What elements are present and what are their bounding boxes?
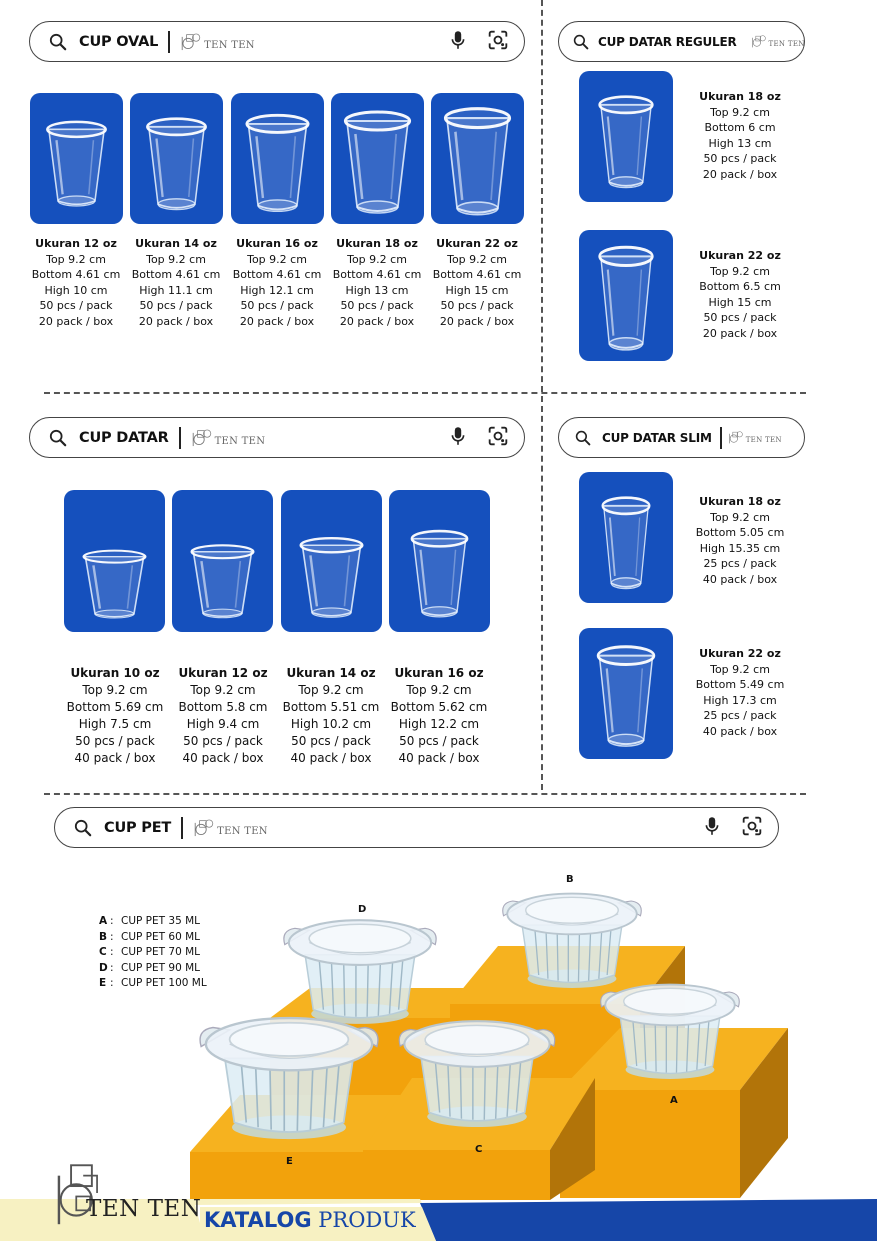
product-photo	[331, 93, 424, 224]
search-icon[interactable]	[73, 818, 93, 838]
footer-title: KATALOG PRODUK	[204, 1208, 416, 1232]
product-spec: Ukuran 18 oz Top 9.2 cm Bottom 4.61 cm High 13 cm 50 pcs / pack 20 pack / box	[332, 237, 422, 328]
product-spec: Ukuran 22 oz Top 9.2 cm Bottom 4.61 cm High 15 cm 50 pcs / pack 20 pack / box	[432, 237, 522, 328]
divider-vertical	[541, 0, 543, 392]
product-photo	[579, 628, 673, 759]
section-title: CUP DATAR SLIM	[602, 430, 712, 445]
product-photo	[172, 490, 273, 632]
product-spec: Ukuran 10 oz Top 9.2 cm Bottom 5.69 cm High 7.5 cm 50 pcs / pack 40 pack / box	[66, 666, 164, 765]
search-icon[interactable]	[48, 32, 68, 52]
podium-label-d: D	[358, 904, 367, 915]
camera-search-icon[interactable]	[488, 426, 508, 450]
brand-logo: TEN TEN	[193, 818, 268, 838]
microphone-icon[interactable]	[450, 30, 466, 54]
product-photo	[64, 490, 165, 632]
product-photo	[431, 93, 524, 224]
podium-label-b: B	[566, 874, 574, 885]
separator	[179, 427, 181, 449]
product-spec: Ukuran 12 oz Top 9.2 cm Bottom 4.61 cm High 10 cm 50 pcs / pack 20 pack / box	[31, 237, 121, 328]
product-photo	[30, 93, 123, 224]
microphone-icon[interactable]	[450, 426, 466, 450]
section-title: CUP OVAL	[79, 33, 159, 50]
legend-row: D : CUP PET 90 ML	[99, 961, 201, 974]
product-photo	[130, 93, 223, 224]
separator	[720, 427, 722, 449]
legend-row: E : CUP PET 100 ML	[99, 977, 207, 989]
product-photo	[231, 93, 324, 224]
product-spec: Ukuran 16 oz Top 9.2 cm Bottom 5.62 cm High 12.2 cm 50 pcs / pack 40 pack / box	[390, 666, 488, 765]
podium-label-c: C	[475, 1144, 483, 1155]
product-spec: Ukuran 22 oz Top 9.2 cm Bottom 6.5 cm High 15 cm 50 pcs / pack 20 pack / box	[699, 249, 781, 340]
search-bar-cup-datar-slim[interactable]	[558, 417, 805, 458]
section-title: CUP DATAR	[79, 429, 169, 446]
brand-name: TEN TEN	[86, 1196, 202, 1222]
product-photo	[579, 472, 673, 603]
brand-logo: TEN TEN	[751, 34, 805, 49]
podium-label-a: A	[670, 1095, 678, 1106]
divider-horizontal	[44, 793, 806, 795]
section-title: CUP DATAR REGULER	[598, 34, 737, 49]
product-spec: Ukuran 18 oz Top 9.2 cm Bottom 5.05 cm High 15.35 cm 25 pcs / pack 40 pack / box	[695, 495, 785, 586]
separator	[181, 817, 183, 839]
camera-search-icon[interactable]	[742, 816, 762, 840]
search-bar-cup-oval[interactable]	[29, 21, 525, 62]
product-photo	[281, 490, 382, 632]
legend-row: A : CUP PET 35 ML	[99, 915, 201, 927]
product-spec: Ukuran 18 oz Top 9.2 cm Bottom 6 cm High 13 cm 50 pcs / pack 20 pack / box	[699, 90, 781, 181]
product-spec: Ukuran 22 oz Top 9.2 cm Bottom 5.49 cm High 17.3 cm 25 pcs / pack 40 pack / box	[695, 647, 785, 738]
product-spec: Ukuran 14 oz Top 9.2 cm Bottom 4.61 cm High 11.1 cm 50 pcs / pack 20 pack / box	[131, 237, 221, 328]
divider-vertical	[541, 396, 543, 790]
camera-search-icon[interactable]	[488, 30, 508, 54]
podium-illustration	[180, 870, 800, 1200]
separator	[168, 31, 170, 53]
divider-horizontal	[44, 392, 806, 394]
search-icon[interactable]	[573, 32, 589, 52]
brand-logo: TEN TEN	[191, 428, 266, 448]
product-spec: Ukuran 12 oz Top 9.2 cm Bottom 5.8 cm High 9.4 cm 50 pcs / pack 40 pack / box	[178, 666, 268, 765]
product-spec: Ukuran 14 oz Top 9.2 cm Bottom 5.51 cm High 10.2 cm 50 pcs / pack 40 pack / box	[282, 666, 380, 765]
section-title: CUP PET	[104, 819, 172, 836]
microphone-icon[interactable]	[704, 816, 720, 840]
legend-row: C : CUP PET 70 ML	[99, 946, 201, 958]
legend-row: B : CUP PET 60 ML	[99, 930, 201, 943]
search-bar-cup-pet[interactable]	[54, 807, 779, 848]
search-bar-cup-datar[interactable]	[29, 417, 525, 458]
product-photo	[389, 490, 490, 632]
search-icon[interactable]	[573, 428, 593, 448]
brand-logo: TEN TEN	[180, 32, 255, 52]
search-icon[interactable]	[48, 428, 68, 448]
search-bar-cup-datar-reguler[interactable]	[558, 21, 805, 62]
podium-label-e: E	[286, 1156, 293, 1167]
brand-logo: TEN TEN	[728, 430, 782, 445]
product-photo	[579, 71, 673, 202]
product-photo	[579, 230, 673, 361]
product-spec: Ukuran 16 oz Top 9.2 cm Bottom 4.61 cm High 12.1 cm 50 pcs / pack 20 pack / box	[232, 237, 322, 328]
